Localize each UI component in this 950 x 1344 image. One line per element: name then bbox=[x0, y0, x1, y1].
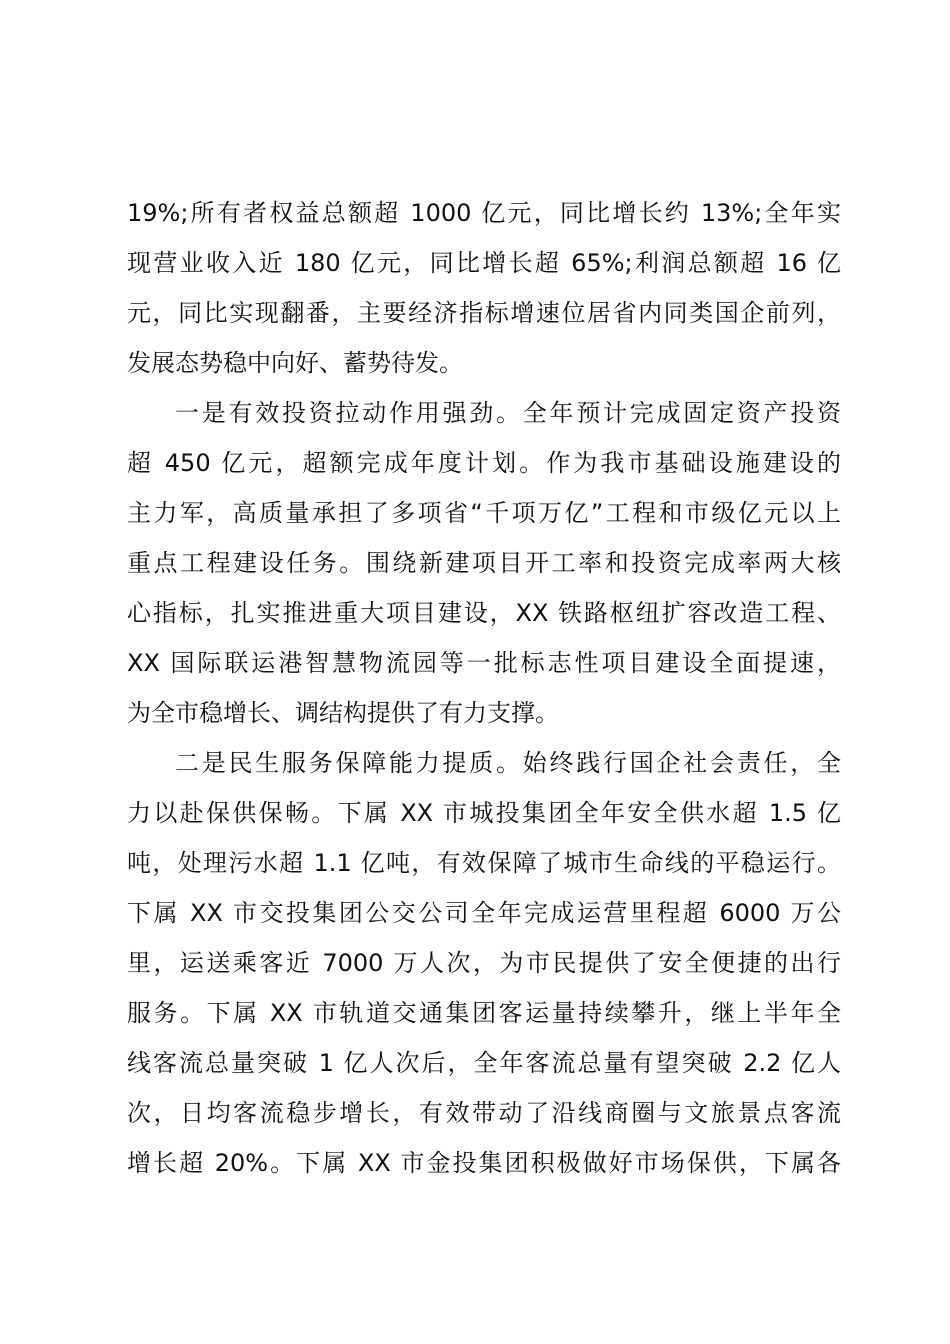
text-line: 次，日均客流稳步增长，有效带动了沿线商圈与文旅景点客流 bbox=[127, 1099, 841, 1127]
paragraph bbox=[127, 388, 841, 738]
paragraph bbox=[127, 188, 841, 388]
text-line: XX 国际联运港智慧物流园等一批标志性项目建设全面提速， bbox=[127, 649, 841, 677]
text-line: 主力军，高质量承担了多项省“千项万亿”工程和市级亿元以上 bbox=[127, 499, 841, 527]
text-line: 服务。下属 XX 市轨道交通集团客运量持续攀升，继上半年全 bbox=[127, 999, 841, 1027]
text-line: 里，运送乘客近 7000 万人次，为市民提供了安全便捷的出行 bbox=[127, 949, 841, 977]
text-line: 发展态势稳中向好、蓄势待发。 bbox=[127, 349, 463, 377]
text-line: 心指标，扎实推进重大项目建设，XX 铁路枢纽扩容改造工程、 bbox=[127, 599, 841, 627]
text-line: 重点工程建设任务。围绕新建项目开工率和投资完成率两大核 bbox=[127, 549, 841, 577]
text-line: 下属 XX 市交投集团公交公司全年完成运营里程超 6000 万公 bbox=[127, 899, 841, 927]
text-line: 力以赴保供保畅。下属 XX 市城投集团全年安全供水超 1.5 亿 bbox=[127, 799, 841, 827]
text-line: 现营业收入近 180 亿元，同比增长超 65%;利润总额超 16 亿 bbox=[127, 249, 841, 277]
text-line: 一是有效投资拉动作用强劲。全年预计完成固定资产投资 bbox=[175, 399, 841, 427]
document-body bbox=[127, 188, 841, 1188]
paragraph bbox=[127, 738, 841, 1188]
text-line: 元，同比实现翻番，主要经济指标增速位居省内同类国企前列， bbox=[127, 299, 841, 327]
text-line: 超 450 亿元，超额完成年度计划。作为我市基础设施建设的 bbox=[127, 449, 841, 477]
text-line: 19%;所有者权益总额超 1000 亿元，同比增长约 13%;全年实 bbox=[127, 199, 841, 227]
text-line: 二是民生服务保障能力提质。始终践行国企社会责任，全 bbox=[175, 749, 841, 777]
text-line: 为全市稳增长、调结构提供了有力支撑。 bbox=[127, 699, 559, 727]
text-line: 增长超 20%。下属 XX 市金投集团积极做好市场保供，下属各 bbox=[127, 1149, 841, 1177]
text-line: 吨，处理污水超 1.1 亿吨，有效保障了城市生命线的平稳运行。 bbox=[127, 849, 841, 877]
text-line: 线客流总量突破 1 亿人次后，全年客流总量有望突破 2.2 亿人 bbox=[127, 1049, 841, 1077]
